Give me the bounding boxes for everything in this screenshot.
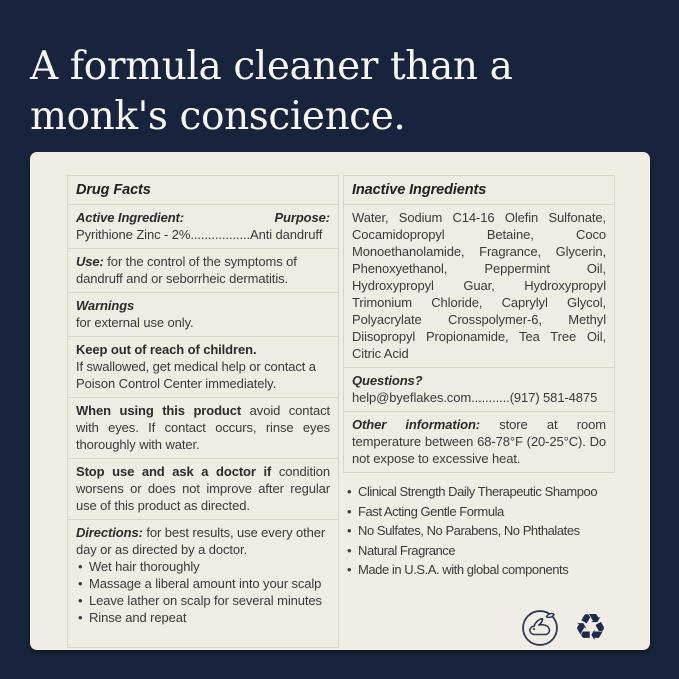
drug-facts-box <box>67 175 339 648</box>
claim-item: • Clinical Strength Daily Therapeutic Shampoo <box>345 482 615 502</box>
directions-list <box>76 558 330 626</box>
stop-use-row <box>68 458 338 519</box>
questions-row <box>344 367 614 411</box>
use-text: for the control of the symptoms of dandruff and or seborrheic dermatitis. <box>76 254 297 286</box>
when-using-label: When using this product <box>76 403 242 418</box>
active-ingredient-value: Pyrithione Zinc - 2%.................Anti dandruff <box>76 227 323 242</box>
purpose-label: Purpose: <box>274 210 330 225</box>
claim-item: • Fast Acting Gentle Formula <box>345 502 615 522</box>
stop-use-label: Stop use and ask a doctor if <box>76 464 272 479</box>
inactive-ingredients-box <box>343 175 615 473</box>
stop-use-text: condition worsens or does not improve after regular use of this product as directed. <box>76 464 330 513</box>
label-panel <box>30 152 650 650</box>
keep-out-label: Keep out of reach of children. <box>76 342 257 357</box>
use-row <box>68 248 338 292</box>
label-columns <box>67 175 613 648</box>
tagline-line-2: monk's conscience. <box>30 94 406 140</box>
drug-facts-title: Drug Facts <box>76 182 151 198</box>
inactive-ingredients-list: Water, Sodium C14-16 Olefin Sulfonate, Cocamidopropyl Betaine, Coco Monoethanolamide, Fragrance, Glycerin, Phenoxyethanol, Peppermint Oil, Hydroxypropyl Guar, Hydroxypropyl Trimonium Chloride, Caprylyl Glycol, Polyacrylate Crosspolymer-6, Methyl Diisopropyl Propionamide, Tea Tree Oil, Citric Acid <box>344 204 614 367</box>
tagline-line-1: A formula cleaner than a <box>30 44 513 90</box>
active-ingredient-label: Active Ingredient: <box>76 210 184 225</box>
certification-icons <box>343 605 615 649</box>
directions-step: • Massage a liberal amount into your scalp <box>76 575 330 592</box>
other-information-text: store at room temperature between 68-78°F (20-25°C). Do not expose to excessive heat. <box>352 417 606 466</box>
other-information-row <box>344 411 614 472</box>
directions-label: Directions: <box>76 525 143 540</box>
claim-item: • Made in U.S.A. with global components <box>345 560 615 580</box>
active-ingredient-row <box>68 204 338 248</box>
other-information-label: Other information: <box>352 417 481 432</box>
use-label: Use: <box>76 254 104 269</box>
right-column <box>343 175 615 648</box>
questions-label: Questions? <box>352 373 423 388</box>
inactive-ingredients-title: Inactive Ingredients <box>352 182 487 198</box>
claim-item: • No Sulfates, No Parabens, No Phthalates <box>345 521 615 541</box>
claim-item: • Natural Fragrance <box>345 541 615 561</box>
cruelty-free-rabbit-icon <box>520 608 560 648</box>
recycle-icon: ♻ <box>573 605 607 649</box>
warnings-row <box>68 292 338 336</box>
keep-out-text: If swallowed, get medical help or contact a Poison Control Center immediately. <box>76 359 316 391</box>
directions-step: • Wet hair thoroughly <box>76 558 330 575</box>
warnings-label: Warnings <box>76 298 135 313</box>
product-claims-list <box>343 482 615 580</box>
when-using-text: avoid contact with eyes. If contact occurs, rinse eyes thoroughly with water. <box>76 403 330 452</box>
warnings-text: for external use only. <box>76 315 194 330</box>
tagline-heading <box>30 42 650 142</box>
active-ingredient-header <box>76 209 330 226</box>
directions-step: • Rinse and repeat <box>76 609 330 626</box>
directions-text: for best results, use every other day or as directed by a doctor. <box>76 525 326 557</box>
when-using-row <box>68 397 338 458</box>
keep-out-row <box>68 336 338 397</box>
directions-step: • Leave lather on scalp for several minutes <box>76 592 330 609</box>
directions-row <box>68 519 338 631</box>
questions-contact: help@byeflakes.com...........(917) 581-4875 <box>352 390 598 405</box>
